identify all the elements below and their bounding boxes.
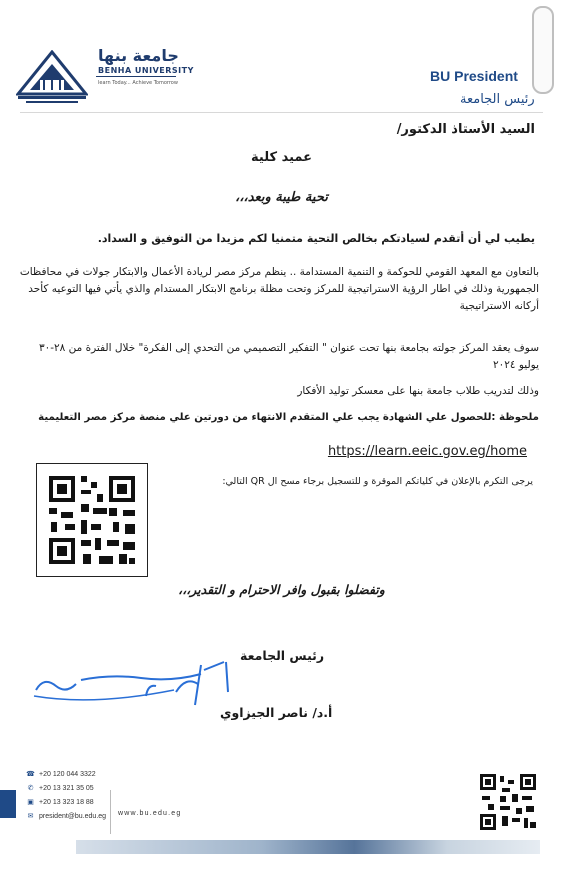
footer-gradient-stripe [76,840,540,854]
email-text[interactable]: president@bu.edu.eg [39,813,107,820]
footer-divider [110,790,111,834]
phone-icon: ☎ [26,771,35,778]
email-row [26,812,106,820]
fax-row [26,798,94,806]
paragraph-event: سوف يعقد المركز جولته بجامعة بنها تحت عنوان " التفكير التصميمي من التحدي إلى الفكرة" خلال الفترة من ٢٨-٣٠ يوليو ٢٠٢٤ [38,342,539,371]
phone-1-row [26,770,96,778]
phone-icon: ✆ [27,785,34,792]
registration-link[interactable]: https://learn.eeic.gov.eg/home [327,444,527,459]
phone-1-text: +20 120 044 3322 [39,771,96,778]
university-name-arabic: جامعة بنها [98,46,179,65]
paragraph-collaboration: بالتعاون مع المعهد القومي للحوكمة و التنمية المستدامة .. ينظم مركز مصر لريادة الأعمال والابتكار جولات في محافظات الجمهورية وذلك في اطار الرؤية الاستراتيجية للمركز وتحت مظلة برنامج الابتكار المستدام والذي يأتي فيها التوعيه كأحد أركانه الاستراتيجية [19,266,539,312]
signatory-title: رئيس الجامعة [240,648,325,663]
intro-paragraph: يطيب لي أن أتقدم لسيادتكم بخالص التحية متمنيا لكم مزيدا من التوفيق و السداد. [97,232,535,245]
addressee: عميد كلية [251,150,312,165]
paperclip-graphic [532,6,554,94]
university-logo-icon [16,50,88,106]
phone-2-row [26,784,94,792]
office-title-english: BU President [430,68,518,84]
qr-instruction: يرجى التكرم بالإعلان في كلياتكم الموقرة و للتسجيل برجاء مسح ال QR التالي: [222,476,533,487]
logo-divider [96,76,176,77]
fax-text: +20 13 323 18 88 [39,799,94,806]
website-url[interactable]: www.bu.edu.eg [118,810,182,817]
closing-line: وتفضلوا بقبول وافر الاحترام و التقدير،،، [178,582,385,597]
phone-2-text: +20 13 321 35 05 [39,785,94,792]
university-name-english: BENHA UNIVERSITY [98,66,194,75]
certificate-note: ملحوظة :للحصول علي الشهادة يجب علي المتقدم الانتهاء من دورتين علي منصة مركز مصر التعليمية [38,412,539,423]
footer-qr-code-icon[interactable] [478,772,538,832]
fax-icon: ▣ [27,799,34,806]
footer-accent-bar [0,790,16,818]
salutation: السيد الأستاذ الدكتور/ [396,122,535,137]
greeting: تحية طيبة وبعد،،، [235,190,328,205]
office-title-arabic: رئيس الجامعة [460,92,535,107]
paragraph-training: وذلك لتدريب طلاب جامعة بنها على معسكر توليد الأفكار [297,385,539,397]
signatory-name: أ.د/ ناصر الجيزاوي [220,705,333,720]
email-icon: ✉ [27,813,34,820]
registration-qr-code-icon[interactable] [36,463,148,577]
university-tagline: learn Today... Achieve Tomorrow [98,80,178,86]
header-divider [20,112,543,113]
